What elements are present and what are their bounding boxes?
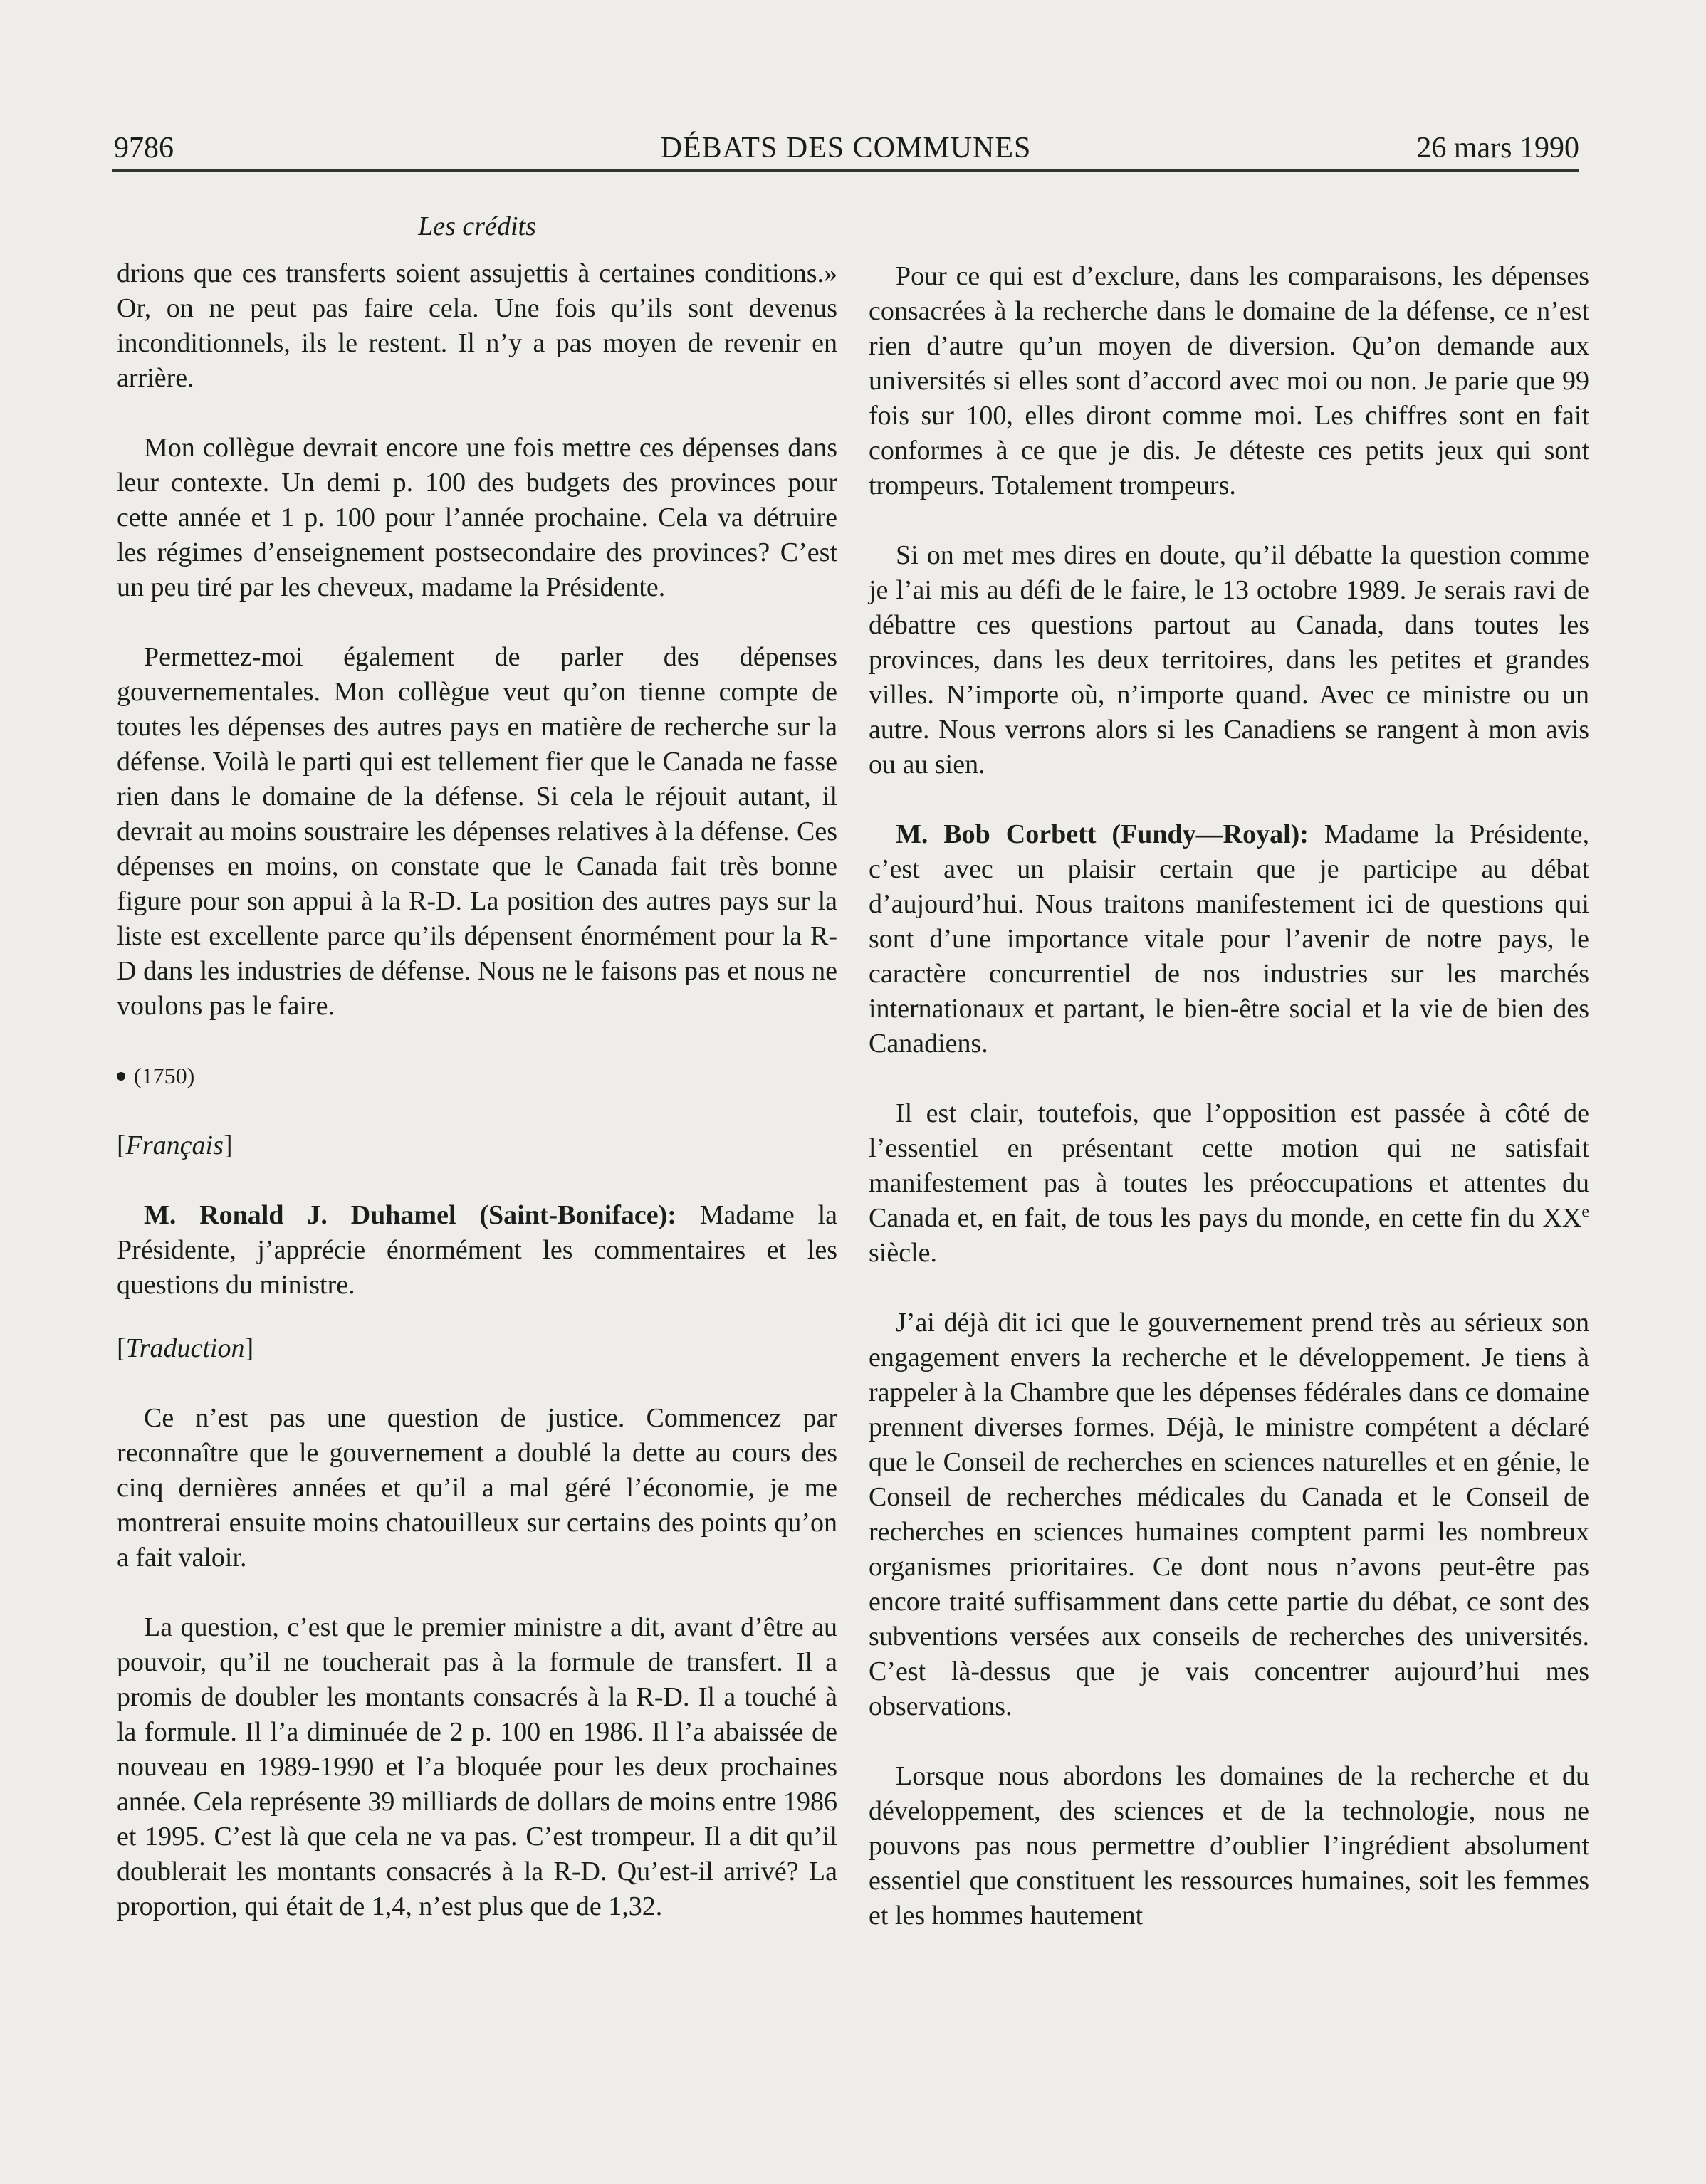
paragraph: J’ai déjà dit ici que le gouvernement prend très au sérieux son engagement envers la recherche et le développement. Je tiens à rappeler à la Chambre que les dépenses fédérales dans ce domaine prennent diverses formes. Déjà, le ministre compétent a déclaré que le Conseil de recherches en sciences naturelles et en génie, le Conseil de recherches médicales du Canada et le Conseil de recherches en sciences humaines comptent parmi les nombreux organismes prioritaires. Ce dont nous n’avons peut-être pas encore traité suffisamment dans cette partie du débat, ce sont des subventions versées aux conseils de recherches des universités. C’est là-dessus que je vais concentrer aujourd’hui mes observations.: [869, 1308, 1589, 1721]
paragraph: Si on met mes dires en doute, qu’il débatte la question comme je l’ai mis au défi de le faire, le 13 octobre 1989. Je serais ravi de débattre ces questions partout au Canada, dans toutes les provinces, dans les deux territoires, dans les petites et grandes villes. N’importe où, n’importe quand. Avec ce ministre ou un autre. Nous verrons alors si les Canadiens se rangent à mon avis ou au sien.: [869, 540, 1589, 779]
speaker-name: M. Bob Corbett (Fundy—Royal):: [896, 819, 1309, 849]
language-note: [Traduction]: [117, 1333, 254, 1363]
publication-title: DÉBATS DES COMMUNES: [660, 132, 1032, 164]
language-note-label: Traduction: [125, 1333, 245, 1363]
page-number: 9786: [114, 132, 174, 164]
issue-date: 26 mars 1990: [1416, 132, 1579, 164]
right-column: [869, 259, 1589, 1968]
left-column: [117, 256, 837, 1959]
section-title: Les crédits: [418, 211, 536, 241]
page-header: [112, 127, 1579, 172]
paragraph: [869, 1096, 1589, 1271]
paragraph: Ce n’est pas une question de justice. Commencez par reconnaître que le gouvernement a doublé la dette au cours des cinq dernières années et qu’il a mal géré l’économie, je me montrerai ensuite moins chatouilleux sur certains des points qu’on a fait valoir.: [117, 1403, 837, 1573]
paragraph: La question, c’est que le premier ministre a dit, avant d’être au pouvoir, qu’il ne toucherait pas à la formule de transfert. Il a promis de doubler les montants consacrés à la R-D. Il a touché à la formule. Il l’a diminuée de 2 p. 100 en 1986. Il l’a abaissée de nouveau en 1989-1990 et l’a bloquée pour les deux prochaines année. Cela représente 39 milliards de dollars de moins entre 1986 et 1995. C’est là que cela ne va pas. C’est trompeur. Il a dit qu’il doublerait les montants consacrés à la R-D. Qu’est-il arrivé? La proportion, qui était de 1,4, n’est plus que de 1,32.: [117, 1612, 837, 1921]
speech-paragraph: [869, 817, 1589, 1061]
paragraph: Permettez-moi également de parler des dépenses gouvernementales. Mon collègue veut qu’on tienne compte de toutes les dépenses des autres pays en matière de recherche sur la défense. Voilà le parti qui est tellement fier que le Canada ne fasse rien dans le domaine de la défense. Si cela le réjouit autant, il devrait au moins soustraire les dépenses relatives à la défense. Ces dépenses en moins, on constate que le Canada fait très bonne figure pour son appui à la R-D. La position des autres pays sur la liste est excellente parce qu’ils dépensent énormément pour la R-D dans les industries de défense. Nous ne le faisons pas et nous ne voulons pas le faire.: [117, 642, 837, 1021]
speech-text: Madame la Présidente, c’est avec un plaisir certain que je participe au débat d’aujourd’hui. Nous traitons manifestement ici de questions qui sont d’une importance vitale pour l’avenir de notre pays, le caractère concurrentiel de nos industries sur les marchés internationaux et partant, le bien-être social et la vie de bien des Canadiens.: [869, 819, 1589, 1059]
paragraph: drions que ces transferts soient assujettis à certaines conditions.» Or, on ne peut pas faire cela. Une fois qu’ils sont devenus inconditionnels, ils le restent. Il n’y a pas moyen de revenir en arrière.: [117, 258, 837, 393]
speech-text: Madame la Présidente, j’apprécie énormément les commentaires et les questions du ministre.: [117, 1200, 837, 1300]
time-stamp: [117, 1059, 837, 1093]
paragraph-text: Il est clair, toutefois, que l’opposition est passée à côté de l’essentiel en présentant cette motion qui ne satisfait manifestement pas à toutes les préoccupations et attentes du Canada et, en fait, de tous les pays du monde, en cette fin du XX: [869, 1098, 1589, 1233]
time-stamp-text: (1750): [134, 1063, 195, 1088]
language-note: [Français]: [117, 1130, 233, 1160]
speaker-name: M. Ronald J. Duhamel (Saint-Boniface):: [144, 1200, 676, 1230]
paragraph-text-end: siècle.: [869, 1238, 938, 1268]
bullet-icon: [117, 1072, 125, 1081]
paragraph: Pour ce qui est d’exclure, dans les comparaisons, les dépenses consacrées à la recherche dans le domaine de la défense, ce n’est rien d’autre qu’un moyen de diversion. Qu’on demande aux universités si elles sont d’accord avec moi ou non. Je parie que 99 fois sur 100, elles diront comme moi. Les chiffres sont en fait conformes à ce que je dis. Je déteste ces petits jeux qui sont trompeurs. Totalement trompeurs.: [869, 261, 1589, 500]
language-note-label: Français: [125, 1130, 224, 1160]
paragraph: Mon collègue devrait encore une fois mettre ces dépenses dans leur contexte. Un demi p. 100 des budgets des provinces pour cette année et 1 p. 100 pour l’année prochaine. Cela va détruire les régimes d’enseignement postsecondaire des provinces? C’est un peu tiré par les cheveux, madame la Présidente.: [117, 433, 837, 602]
paragraph: Lorsque nous abordons les domaines de la recherche et du développement, des sciences et de la technologie, nous ne pouvons pas nous permettre d’oublier l’ingrédient absolument essentiel que constituent les ressources humaines, soit les femmes et les hommes hautement: [869, 1761, 1589, 1931]
speech-paragraph: [117, 1198, 837, 1303]
superscript: e: [1581, 1202, 1589, 1222]
